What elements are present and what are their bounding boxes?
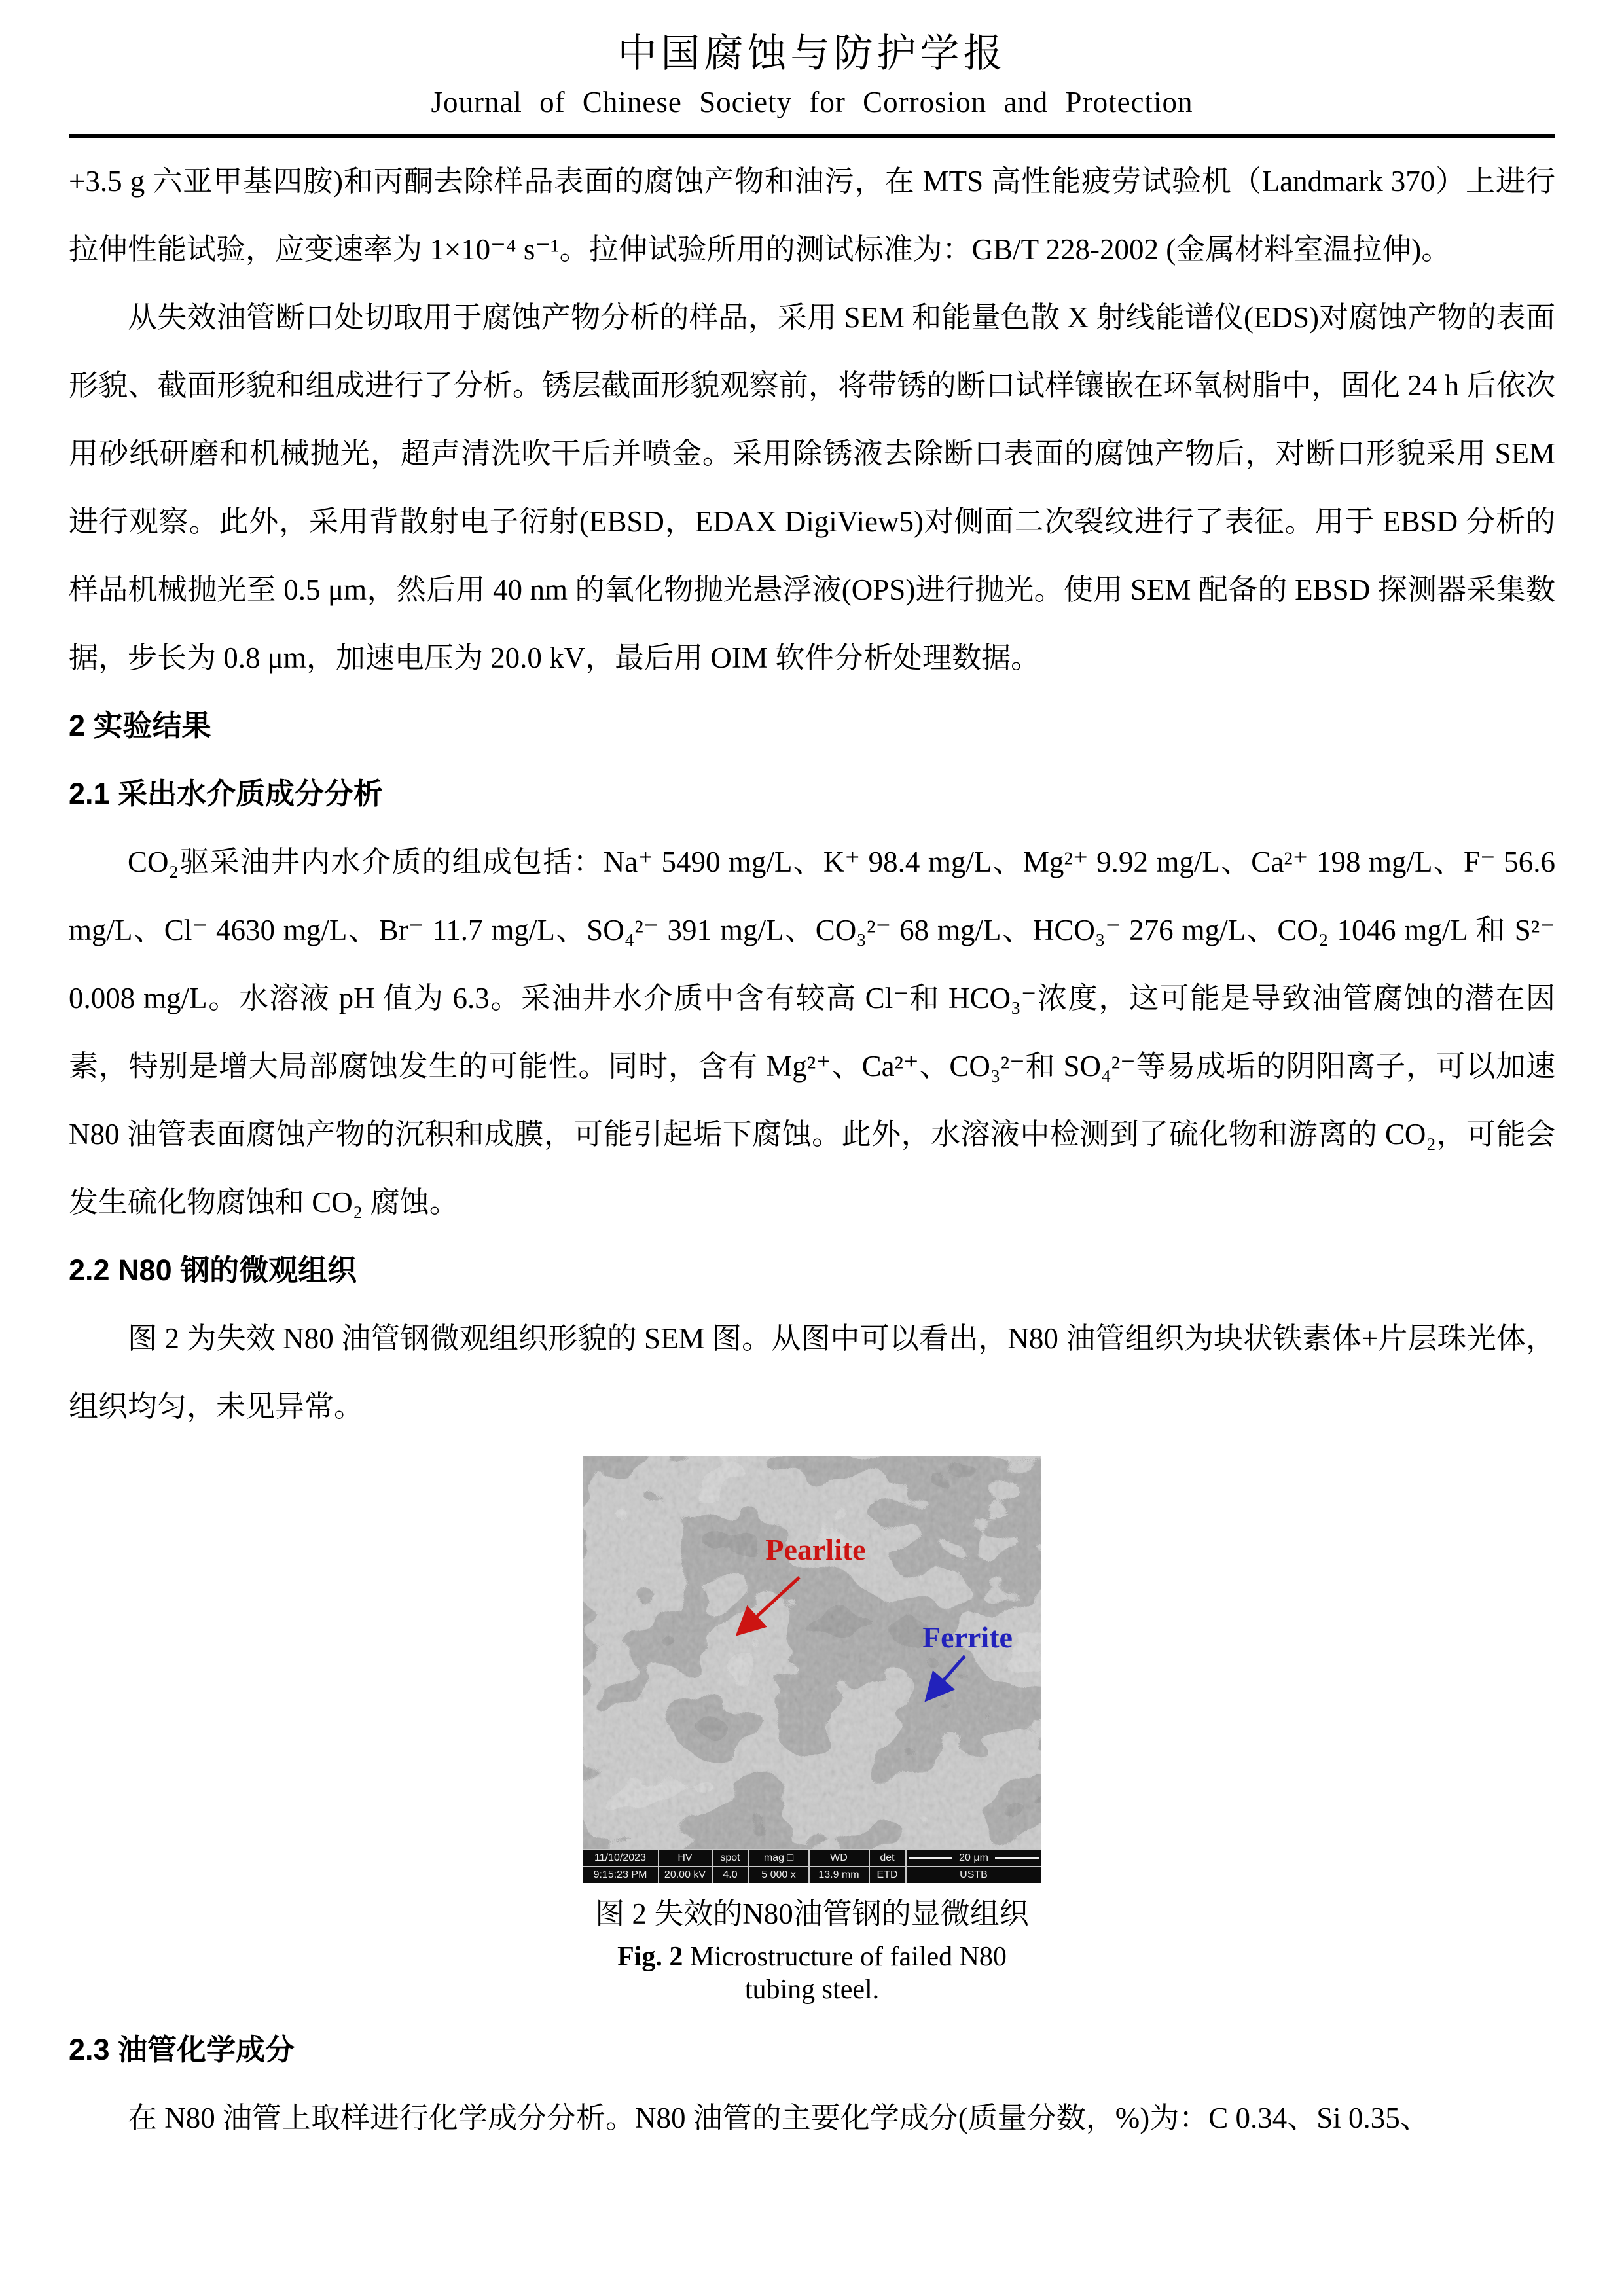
sem-wd-value: 13.9 mm [818, 1869, 859, 1880]
sem-spot-cell [713, 1850, 749, 1883]
sem-lab-name: USTB [960, 1869, 988, 1880]
figure-caption-en [583, 1941, 1041, 2007]
sem-det-cell [870, 1850, 907, 1883]
journal-title-zh: 中国腐蚀与防护学报 [617, 32, 1007, 75]
paragraph-water-composition: CO₂驱采油井内水介质的组成包括：Na⁺ 5490 mg/L、K⁺ 98.4 mg/L、Mg²⁺ 9.92 mg/L、Ca²⁺ 198 mg/L、F⁻ 56.6 mg/L、Cl⁻ 4630 mg/L、Br⁻ 11.7 mg/L、SO₄²⁻ 391 mg/L、CO₃²⁻ 68 mg/L、HCO₃⁻ 276 mg/L、CO₂ 1046 mg/L 和 S²⁻ 0.008 mg/L。水溶液 pH 值为 6.3。采油井水介质中含有较高 Cl⁻和 HCO₃⁻浓度，这可能是导致油管腐蚀的潜在因素，特别是增大局部腐蚀发生的可能性。同时，含有 Mg²⁺、Ca²⁺、CO₃²⁻和 SO₄²⁻等易成垢的阴阳离子，可以加速 N80 油管表面腐蚀产物的沉积和成膜，可能引起垢下腐蚀。此外，水溶液中检测到了硫化物和游离的 CO₂，可能会发生硫化物腐蚀和 CO₂ 腐蚀。 [69, 846, 1555, 1219]
sem-scale-bar [907, 1850, 1041, 1867]
ferrite-annotation-label: Ferrite [922, 1621, 1013, 1654]
sem-mag-label: mag □ [749, 1850, 808, 1867]
sem-scale-cell [907, 1850, 1041, 1883]
figure-caption-zh: 图 2 失效的N80油管钢的显微组织 [595, 1897, 1029, 1930]
figure-2 [583, 1456, 1041, 2007]
sem-hv-cell [659, 1850, 713, 1883]
figure-caption-en-number: Fig. 2 [617, 1942, 683, 1972]
section-heading-results: 2 实验结果 [69, 709, 211, 742]
article-body [69, 147, 1555, 1441]
scale-line-left [909, 1857, 953, 1859]
pearlite-annotation-label: Pearlite [765, 1533, 866, 1566]
scale-label: 20 μm [959, 1852, 988, 1863]
sem-mag-cell [749, 1850, 810, 1883]
sem-spot-label: spot [713, 1850, 748, 1867]
sem-hv-value: 20.00 kV [664, 1869, 706, 1880]
sem-date: 11/10/2023 [583, 1850, 658, 1867]
paragraph-tensile-test: +3.5 g 六亚甲基四胺)和丙酮去除样品表面的腐蚀产物和油污，在 MTS 高性能疲劳试验机（Landmark 370）上进行拉伸性能试验，应变速率为 1×10⁻⁴ s⁻¹。拉伸试验所用的测试标准为：GB/T 228-2002 (金属材料室温拉伸)。 [69, 165, 1555, 266]
paragraph-sample-prep: 从失效油管断口处切取用于腐蚀产物分析的样品，采用 SEM 和能量色散 X 射线能谱仪(EDS)对腐蚀产物的表面形貌、截面形貌和组成进行了分析。锈层截面形貌观察前，将带锈的断口试样镶嵌在环氧树脂中，固化 24 h 后依次用砂纸研磨和机械抛光，超声清洗吹干后并喷金。采用除锈液去除断口表面的腐蚀产物后，对断口形貌采用 SEM 进行观察。此外，采用背散射电子衍射(EBSD，EDAX DigiView5)对侧面二次裂纹进行了表征。用于 EBSD 分析的样品机械抛光至 0.5 μm，然后用 40 nm 的氧化物抛光悬浮液(OPS)进行抛光。使用 SEM 配备的 EBSD 探测器采集数据，步长为 0.8 μm，加速电压为 20.0 kV，最后用 OIM 软件分析处理数据。 [69, 301, 1555, 674]
section-heading-microstructure: 2.2 N80 钢的微观组织 [69, 1253, 357, 1287]
article-body-continued [69, 2016, 1555, 2152]
sem-time: 9:15:23 PM [593, 1869, 647, 1880]
sem-wd-cell [810, 1850, 870, 1883]
sem-mag-value: 5 000 x [761, 1869, 796, 1880]
sem-spot-value: 4.0 [723, 1869, 738, 1880]
scale-line-right [995, 1857, 1039, 1859]
sem-date-cell [583, 1850, 659, 1883]
sem-hv-label: HV [659, 1850, 712, 1867]
journal-header [69, 30, 1555, 138]
sem-micrograph [583, 1456, 1041, 1849]
sem-metadata-bar [583, 1849, 1041, 1883]
section-heading-water-analysis: 2.1 采出水介质成分分析 [69, 777, 384, 810]
sem-det-label: det [870, 1850, 905, 1867]
sem-wd-label: WD [810, 1850, 869, 1867]
paragraph-chemical-composition: 在 N80 油管上取样进行化学成分分析。N80 油管的主要化学成分(质量分数，%)为：C 0.34、Si 0.35、 [128, 2101, 1430, 2134]
paragraph-microstructure: 图 2 为失效 N80 油管钢微观组织形貌的 SEM 图。从图中可以看出，N80 油管组织为块状铁素体+片层珠光体，组织均匀，未见异常。 [69, 1322, 1555, 1423]
sem-det-value: ETD [876, 1869, 898, 1880]
section-heading-chemistry: 2.3 油管化学成分 [69, 2032, 295, 2066]
figure-caption-en-text: Microstructure of failed N80 tubing steel. [683, 1942, 1007, 2005]
journal-title-en: Journal of Chinese Society for Corrosion and Protection [431, 86, 1193, 118]
header-divider [69, 134, 1555, 138]
